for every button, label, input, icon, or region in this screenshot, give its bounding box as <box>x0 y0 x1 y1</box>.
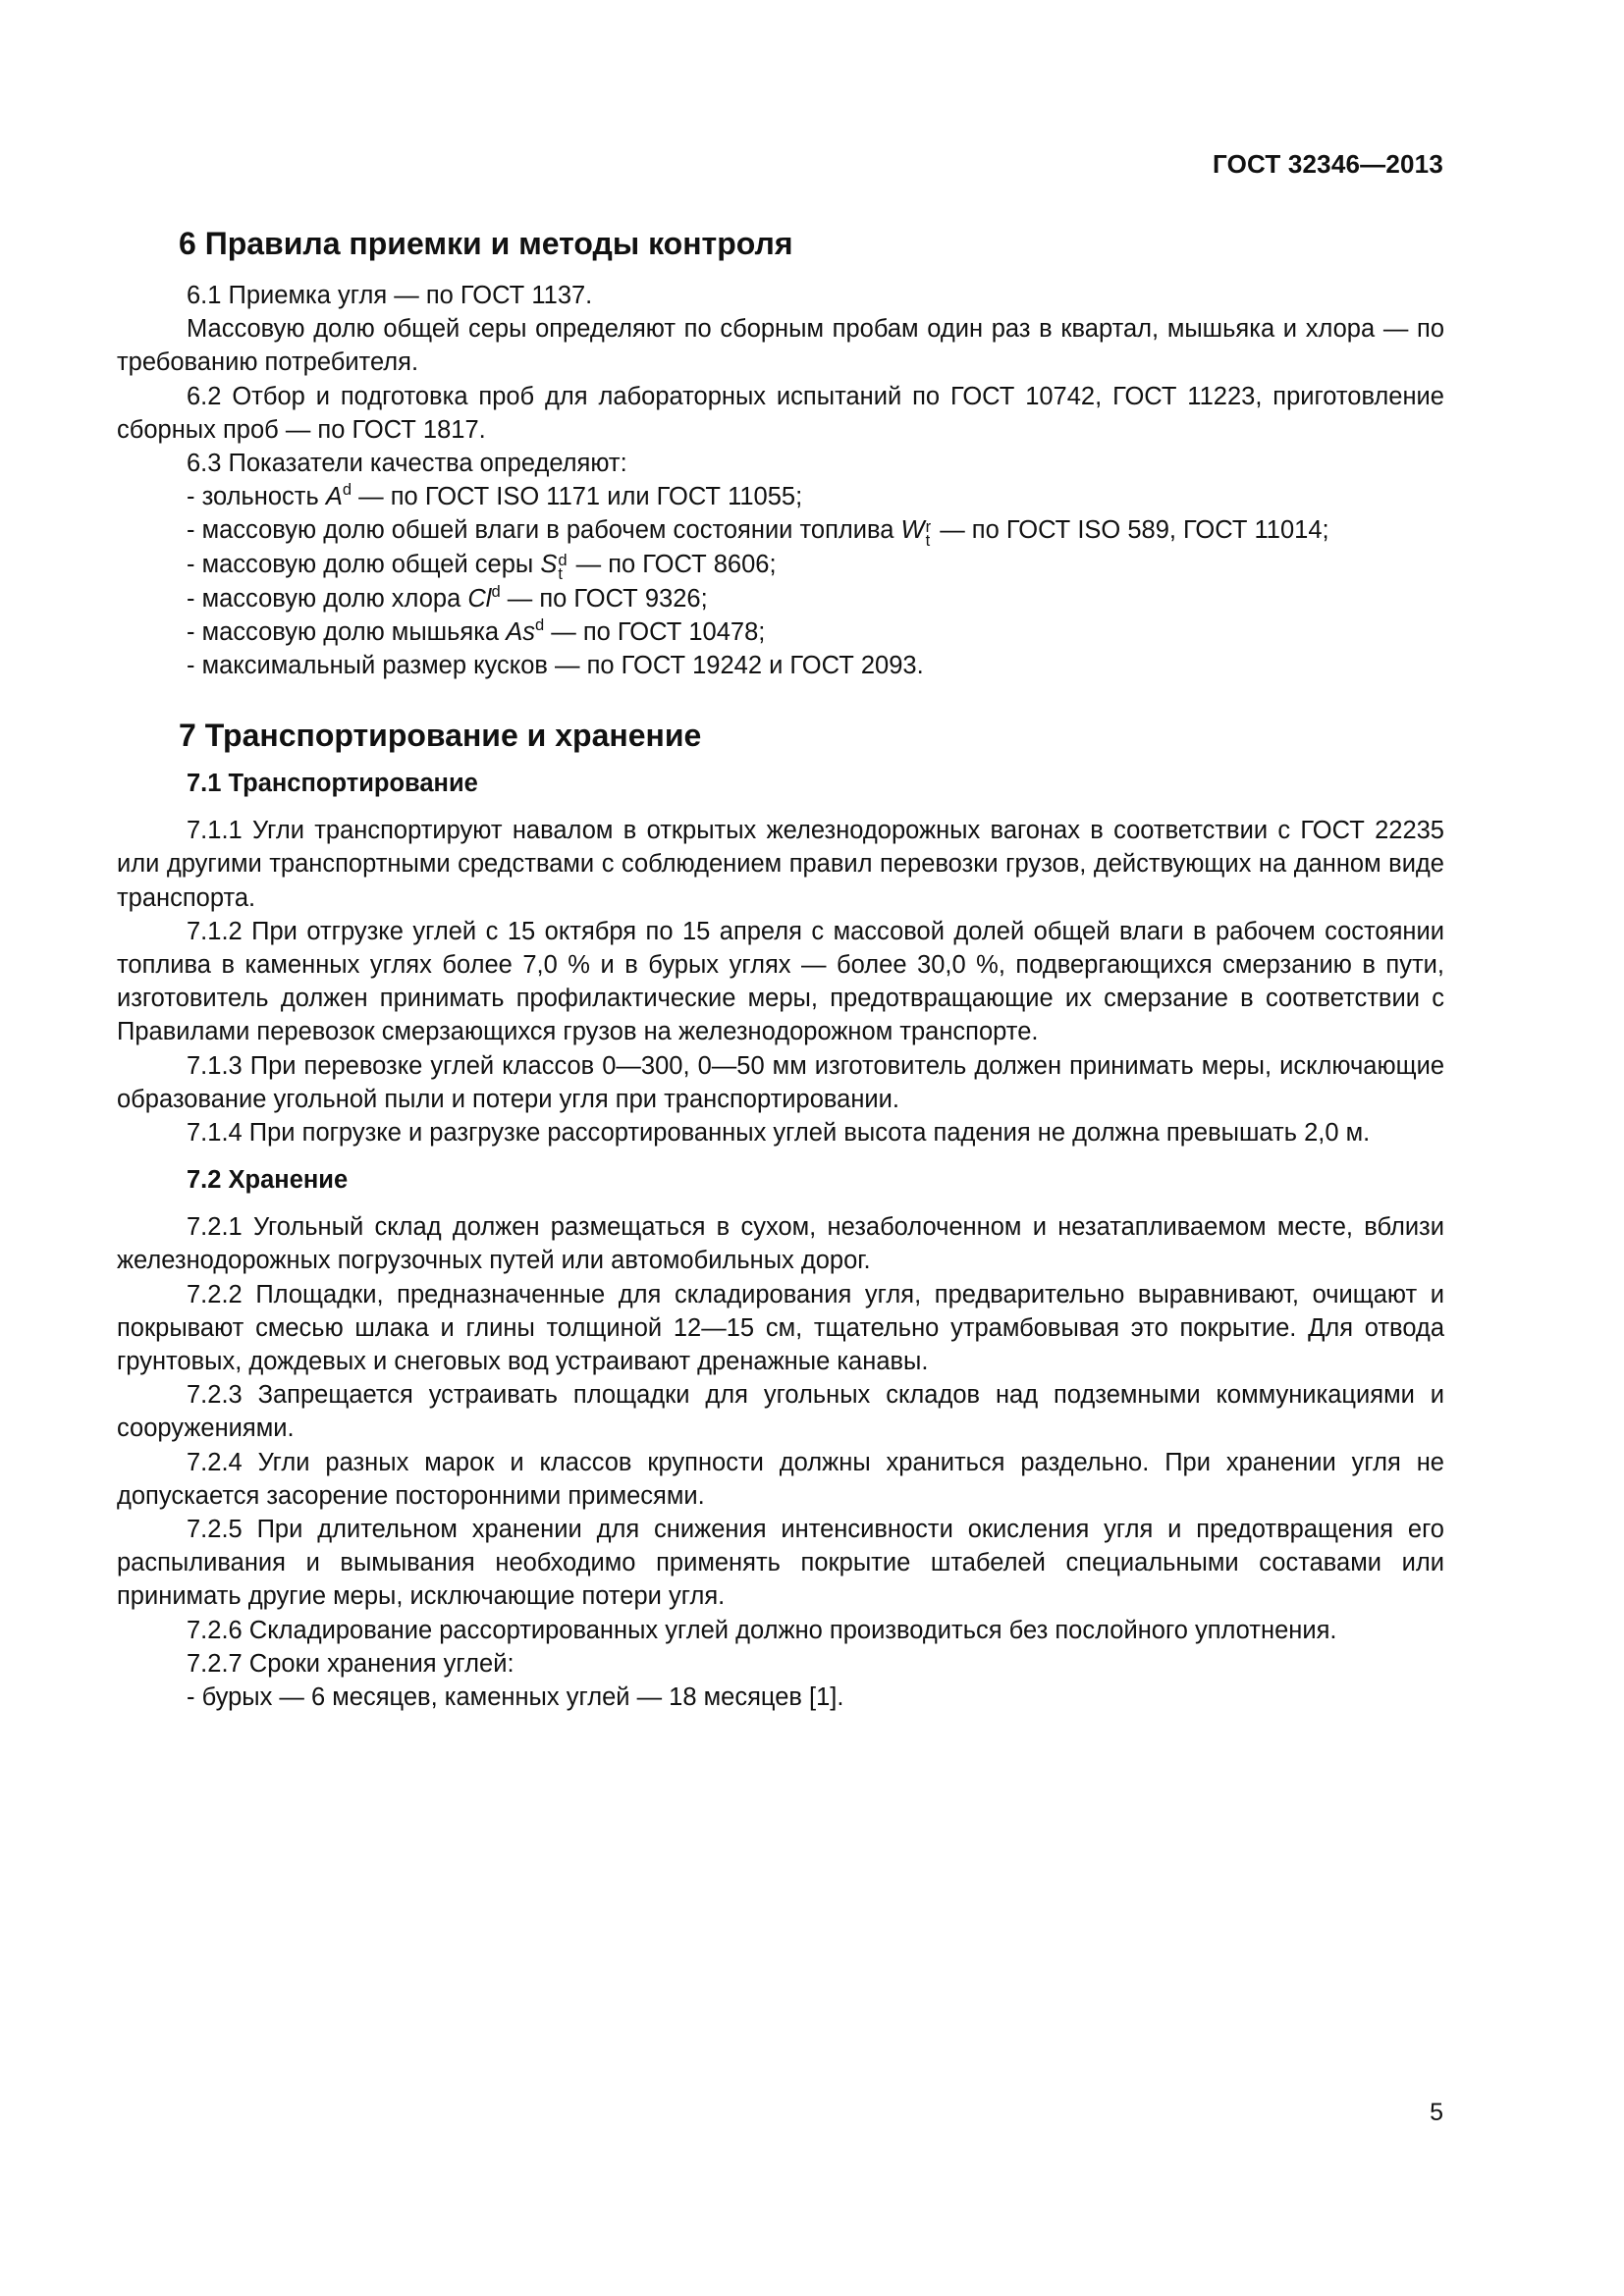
symbol-sulfur-indices: d t <box>558 551 568 584</box>
symbol-moisture-indices: r t <box>925 516 932 550</box>
paragraph-7-1-1: 7.1.1 Угли транспортируют навалом в открытых железнодорожных вагонах в соответствии с ГОСТ 22235 или другими транспортными средствами с соблюдением правил перевозки грузов, действующих на данном виде транспорта. <box>117 817 1444 912</box>
paragraph-6-1-continued: Массовую долю общей серы определяют по сборным пробам один раз в квартал, мышьяка и хлора — по требованию потребителя. <box>117 315 1444 377</box>
subsection-7-1-title: 7.1 Транспортирование <box>187 770 478 798</box>
paragraph-7-2-7: 7.2.7 Сроки хранения углей: <box>187 1649 514 1678</box>
symbol-arsenic: As <box>506 617 535 646</box>
paragraph-6-1: 6.1 Приемка угля — по ГОСТ 1137. <box>187 282 593 309</box>
section-7-title: 7 Транспортирование и хранение <box>179 718 702 754</box>
list-item-lump-size: - максимальный размер кусков — по ГОСТ 19242 и ГОСТ 2093. <box>187 651 924 679</box>
list-item-storage-terms: - бурых — 6 месяцев, каменных углей — 18 месяцев [1]. <box>187 1683 844 1711</box>
list-item-chlorine: - массовую долю хлора Cl$^d$ — по ГОСТ 9326; <box>187 581 708 613</box>
paragraph-7-2-1: 7.2.1 Угольный склад должен размещаться в сухом, незаболоченном и незатапливаемом месте, вблизи железнодорожных погрузочных путей или автомобильных дорог. <box>117 1213 1444 1275</box>
paragraph-7-2-5: 7.2.5 При длительном хранении для снижения интенсивности окисления угля и предотвращения его распыливания и вымывания необходимо применять покрытие штабелей специальными составами или принимать другие меры, исключающие потери угля. <box>117 1515 1444 1611</box>
symbol-moisture: W <box>900 516 925 545</box>
symbol-ash: A <box>325 483 343 511</box>
page-number: 5 <box>1430 2099 1443 2126</box>
symbol-sulfur: S <box>540 550 558 578</box>
paragraph-7-1-3: 7.1.3 При перевозке углей классов 0—300, 0—50 мм изготовитель должен принимать меры, исключающие образование угольной пыли и потери угля при транспортировании. <box>117 1051 1444 1113</box>
document-designation: ГОСТ 32346—2013 <box>1213 149 1443 179</box>
paragraph-7-2-2: 7.2.2 Площадки, предназначенные для складирования угля, предварительно выравнивают, очищают и покрывают смесью шлака и глины толщиной 12—15 см, тщательно утрамбовывая это покрытие. Для отвода грунтовых, дождевых и снеговых вод устраивают дренажные канавы. <box>117 1280 1444 1375</box>
paragraph-7-1-4: 7.1.4 При погрузке и разгрузке рассортированных углей высота падения не должна превышать 2,0 м. <box>187 1118 1371 1147</box>
paragraph-7-1-2: 7.1.2 При отгрузке углей с 15 октября по 15 апреля с массовой долей общей влаги в рабочем состоянии топлива в каменных углях более 7,0 % и в бурых углях — более 30,0 %, подвергающихся смерзанию в пути, изготовитель должен принимать профилактические меры, предотвращающие их смерзание в соответствии с Правилами перевозок смерзающихся грузов на железнодорожном транспорте. <box>117 917 1444 1046</box>
paragraph-6-3: 6.3 Показатели качества определяют: <box>187 450 627 478</box>
list-item-sulfur: - массовую долю общей серы S d t — по ГОСТ 8606; <box>187 550 777 584</box>
paragraph-7-2-3: 7.2.3 Запрещается устраивать площадки для угольных складов над подземными коммуникациями и сооружениями. <box>117 1381 1444 1443</box>
page-content <box>117 222 1444 1714</box>
paragraph-7-2-4: 7.2.4 Угли разных марок и классов крупности должны храниться раздельно. При хранении угля не допускается засорение посторонними примесями. <box>117 1448 1444 1510</box>
subsection-7-2-title: 7.2 Хранение <box>187 1166 349 1195</box>
symbol-chlorine: Cl <box>467 584 492 613</box>
section-6-title: 6 Правила приемки и методы контроля <box>179 226 793 261</box>
list-item-moisture: - массовую долю обшей влаги в рабочем состоянии топлива W r t — по ГОСТ ISO 589, ГОСТ 11014; <box>187 516 1329 550</box>
list-item-ash: - зольность $A^d$ — по ГОСТ ISO 1171 или ГОСТ 11055; <box>187 480 803 511</box>
paragraph-7-2-6: 7.2.6 Складирование рассортированных углей должно производиться без послойного уплотнения. <box>187 1616 1337 1644</box>
list-item-arsenic: - массовую долю мышьяка As$^d$ — по ГОСТ 10478; <box>187 614 766 646</box>
paragraph-6-2: 6.2 Отбор и подготовка проб для лабораторных испытаний по ГОСТ 10742, ГОСТ 11223, приготовление сборных проб — по ГОСТ 1817. <box>117 382 1444 444</box>
